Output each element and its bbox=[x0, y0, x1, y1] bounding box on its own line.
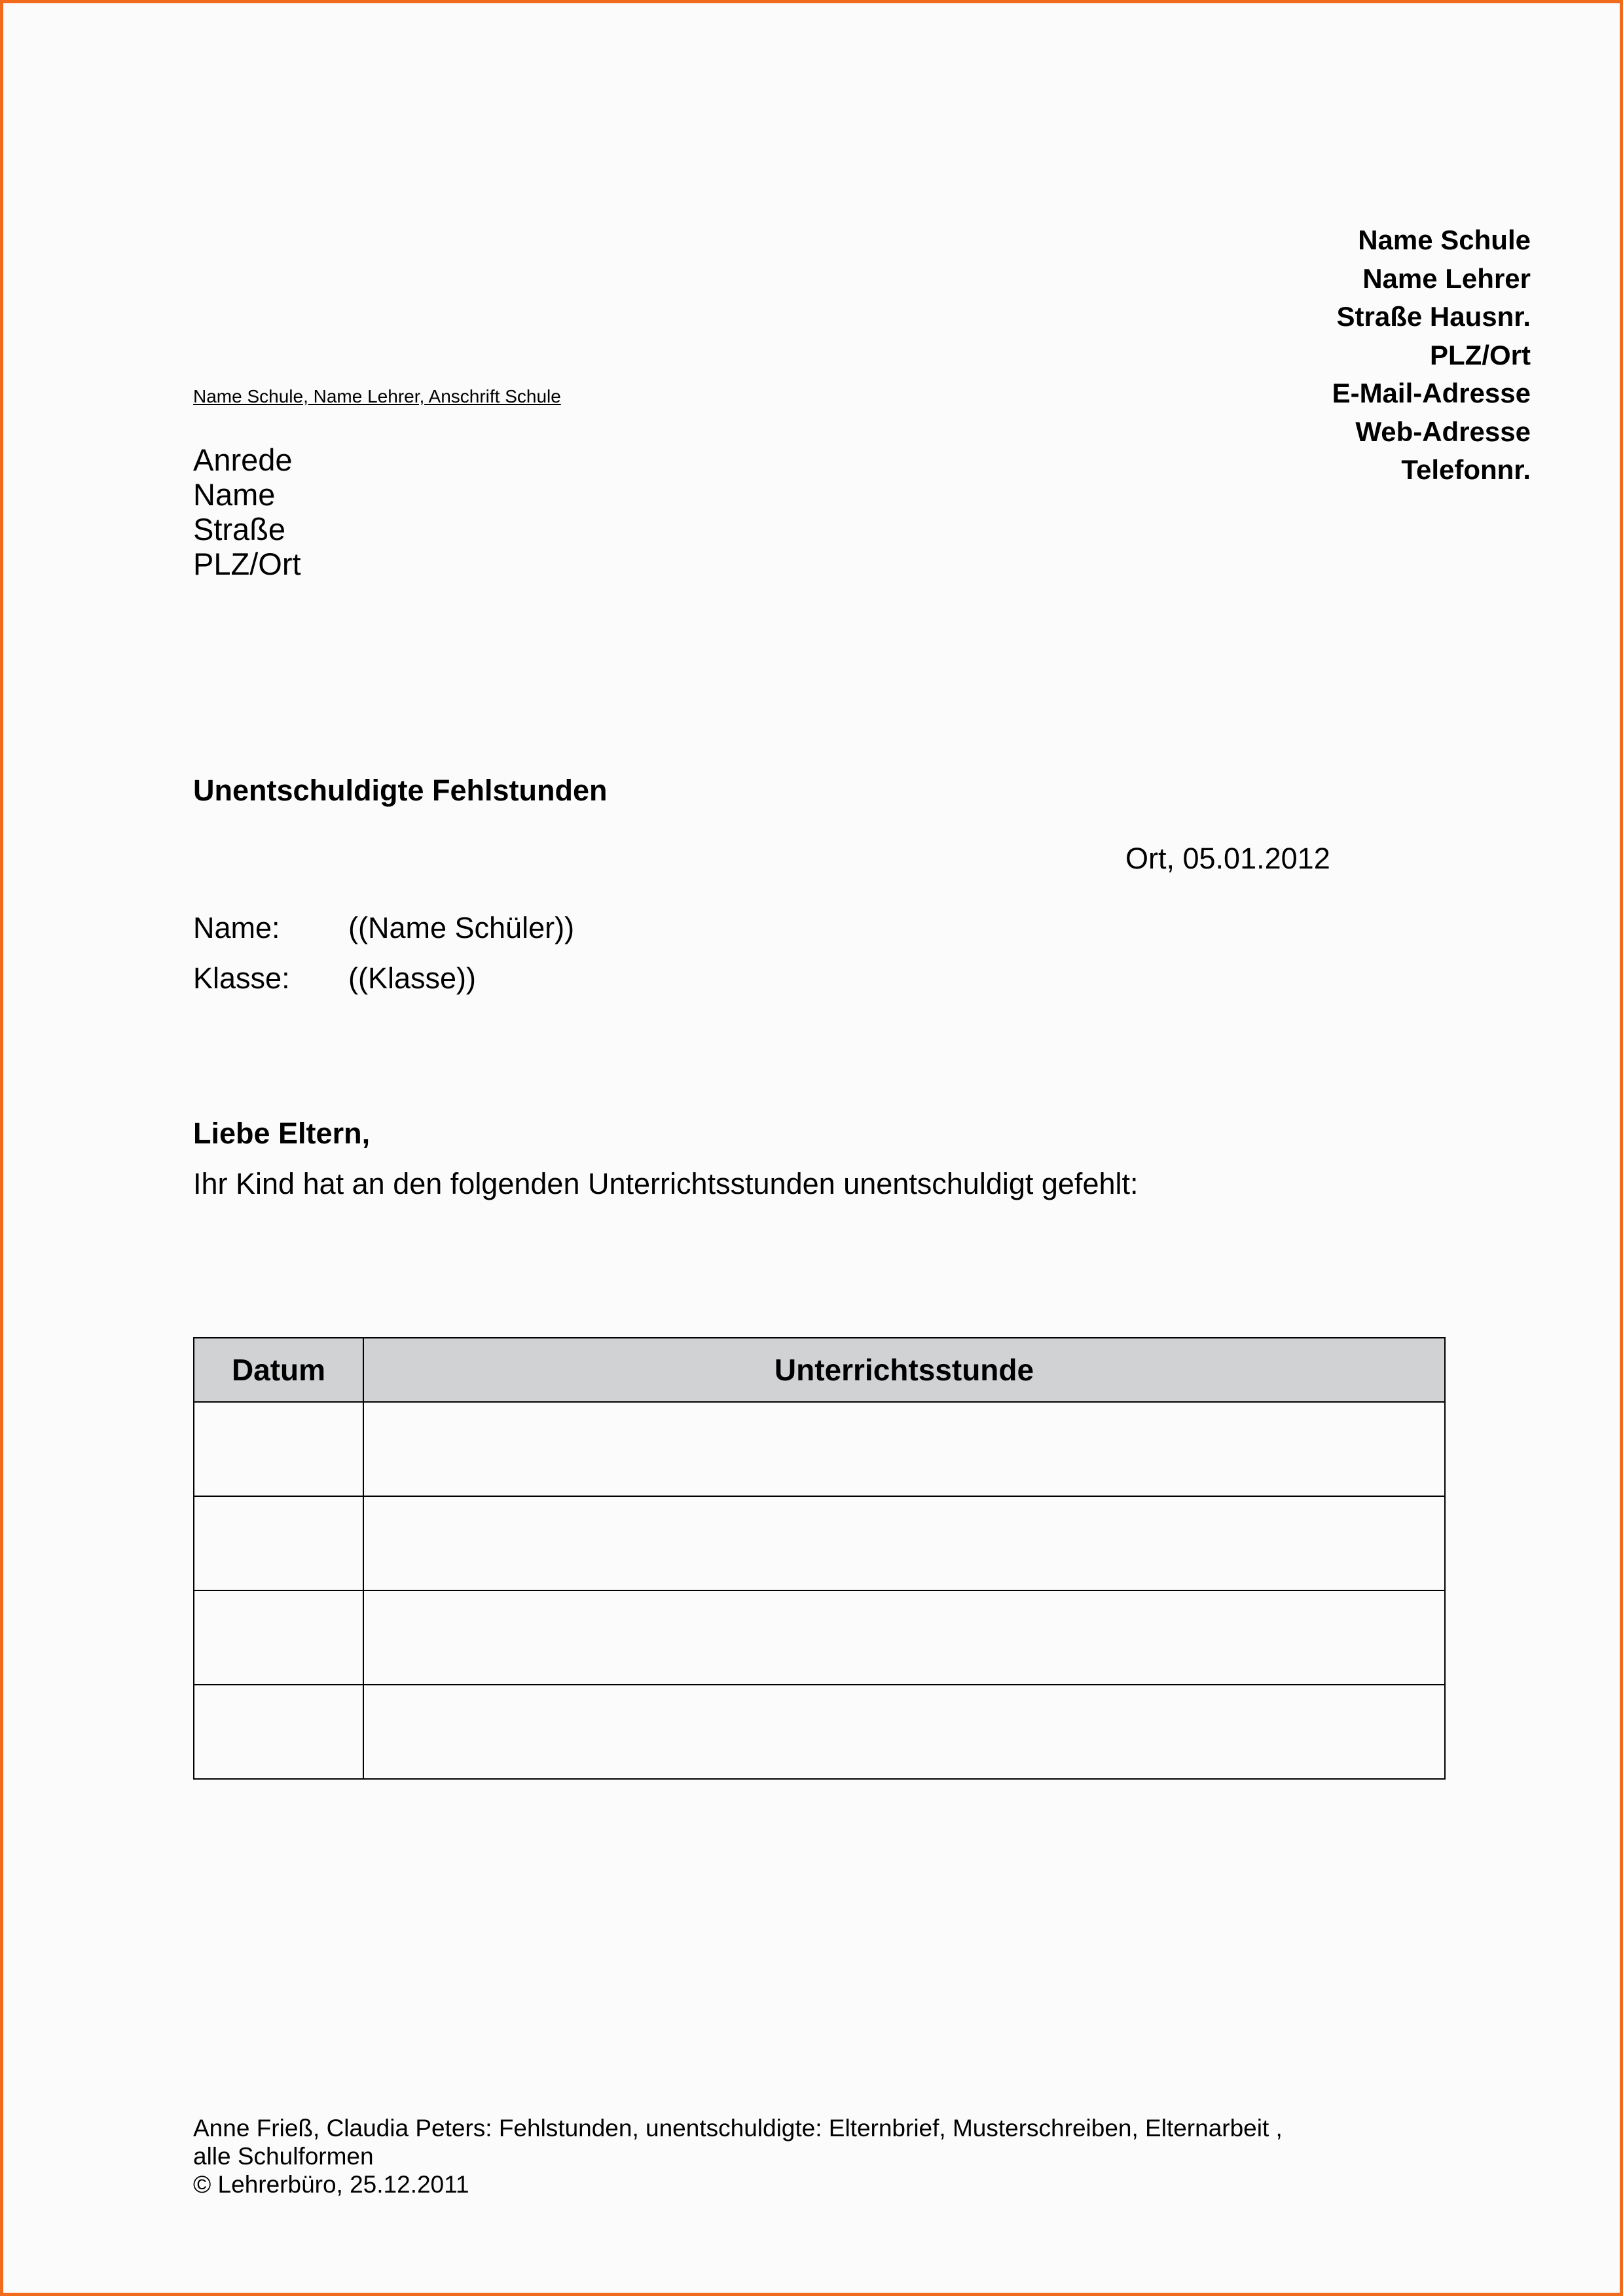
date-cell[interactable] bbox=[194, 1590, 363, 1685]
sender-teacher-name: Name Lehrer bbox=[1362, 262, 1531, 294]
student-name-label: Name: bbox=[193, 911, 280, 944]
student-name-row bbox=[193, 911, 574, 945]
date-cell[interactable] bbox=[194, 1402, 363, 1496]
footer-line-2: alle Schulformen bbox=[193, 2143, 374, 2170]
lesson-cell[interactable] bbox=[363, 1496, 1445, 1590]
greeting: Liebe Eltern, bbox=[193, 1117, 371, 1150]
table-row bbox=[194, 1590, 1445, 1685]
lesson-cell[interactable] bbox=[363, 1590, 1445, 1685]
student-class-label: Klasse: bbox=[193, 961, 290, 995]
recipient-city: PLZ/Ort bbox=[193, 547, 301, 581]
body-text: Ihr Kind hat an den folgenden Unterrichtsstunden unentschuldigt gefehlt: bbox=[193, 1167, 1139, 1200]
sender-city: PLZ/Ort bbox=[1430, 339, 1531, 370]
sender-web: Web-Adresse bbox=[1355, 416, 1531, 447]
table-row bbox=[194, 1402, 1445, 1496]
recipient-salutation: Anrede bbox=[193, 442, 293, 477]
table-row bbox=[194, 1685, 1445, 1779]
sender-email: E-Mail-Adresse bbox=[1332, 378, 1531, 408]
footer-line-3: © Lehrerbüro, 25.12.2011 bbox=[193, 2171, 469, 2198]
student-class-row bbox=[193, 961, 476, 996]
lesson-cell[interactable] bbox=[363, 1685, 1445, 1779]
sender-address-block bbox=[1332, 221, 1531, 490]
lesson-cell[interactable] bbox=[363, 1402, 1445, 1496]
date-cell[interactable] bbox=[194, 1685, 363, 1779]
sender-street: Straße Hausnr. bbox=[1336, 301, 1531, 332]
student-class-value: ((Klasse)) bbox=[348, 961, 477, 995]
table-header-row bbox=[194, 1338, 1445, 1402]
recipient-street: Straße bbox=[193, 512, 286, 547]
letter-subject: Unentschuldigte Fehlstunden bbox=[193, 774, 608, 807]
header-lesson: Unterrichtsstunde bbox=[363, 1338, 1445, 1402]
header-date: Datum bbox=[194, 1338, 363, 1402]
student-name-value: ((Name Schüler)) bbox=[348, 911, 575, 944]
place-date: Ort, 05.01.2012 bbox=[1125, 842, 1330, 875]
sender-phone: Telefonnr. bbox=[1401, 454, 1531, 485]
return-address-line: Name Schule, Name Lehrer, Anschrift Schule bbox=[193, 386, 561, 406]
date-cell[interactable] bbox=[194, 1496, 363, 1590]
recipient-address-block bbox=[193, 442, 301, 581]
footer-credits bbox=[193, 2114, 1283, 2198]
sender-school-name: Name Schule bbox=[1358, 224, 1531, 255]
footer-line-1: Anne Frieß, Claudia Peters: Fehlstunden, unentschuldigte: Elternbrief, Musterschreiben, Elternarbeit , bbox=[193, 2115, 1283, 2142]
absence-table bbox=[193, 1337, 1446, 1780]
recipient-name: Name bbox=[193, 477, 276, 512]
table-row bbox=[194, 1496, 1445, 1590]
